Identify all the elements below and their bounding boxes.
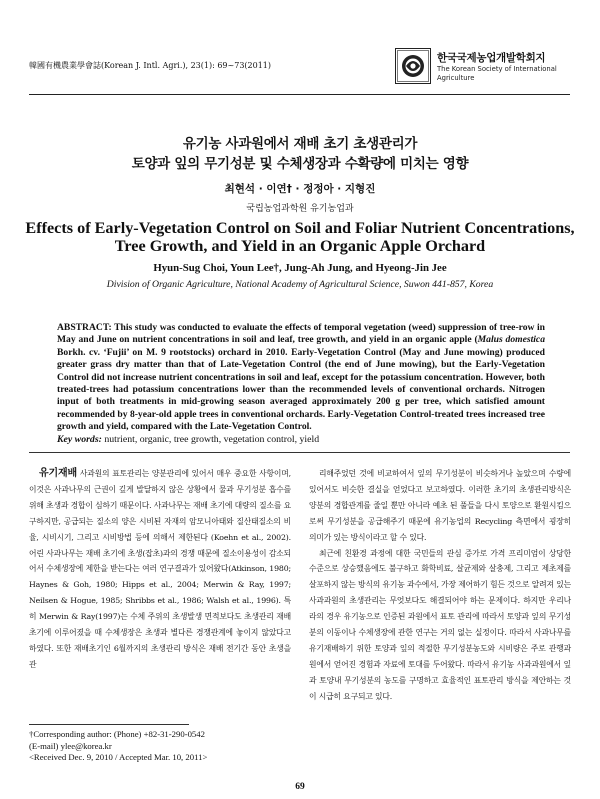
korean-title-line-2: 토양과 잎의 무기성분 및 수체생장과 수확량에 미치는 영향	[131, 156, 469, 172]
english-affiliation: Division of Organic Agriculture, National Academy of Agricultural Science, Suwon 441-857, Korea	[106, 279, 494, 290]
received-accepted-dates: <Received Dec. 9, 2010 / Accepted Mar. 10, 2011>	[29, 752, 208, 763]
abstract-label: ABSTRACT:	[57, 322, 112, 333]
page-number: 69	[295, 782, 305, 792]
body-column-left: 유기재배 사과원의 표토관리는 양분관리에 있어서 매우 중요한 사항이며, 이것은 사과나무의 근권이 깊게 발달하지 않은 상황에서 물과 무기성분 흡수를 위해 초생과 경합이 심하기 때문이다. 사과나무는 재배 초기에 대량의 질소를 요구하지만, 공급되는 질소의 양은 시비된 자재의 암모니아태와 질산태질소의 비율, 시비시기, 그리고 시비방법 등에 의해서 제한된다 (Koehn et al., 2002). 어린 사과나무는 재배 초기에 초생(잡초)과의 경쟁 때문에 질소이용성이 감소되어서 수체생장에 제한을 받는다는 여러 연구결과가 있어왔다(Atkinson, 1980; Haynes & Goh, 1980; Hipps et al., 2004; Merwin & Ray, 1997; Neilsen & Hogue, 1985; Shribbs et al., 1986; Walsh et al., 1996). 특히 Merwin & Ray(1997)는 수체 주위의 초생발생 면적보다도 초생관리 재배초기에 이루어졌을 때 수체생장은 초생과 별다른 경쟁관계에 놓이지 않았다고 하였다. 또한 재배초기인 6월까지의 초생관리 방식은 재배 전기간 동안 초생을 관	[29, 468, 291, 669]
body-paragraph: 리해주었던 것에 비교하여서 잎의 무기성분이 비슷하거나 높았으며 수량에 있어서도 비슷한 결실을 얻었다고 보고하였다. 이러한 초기의 초생관리방식은 양분의 경합관계를 줄일 뿐만 아니라 예초 된 풀들을 다시 토양으로 환원시킴으로써 무기성분을 공급해주기 때문에 유기농업의 Recycling 측면에서 굉장히 의미가 있는 방식이라고 할 수 있다.	[309, 469, 571, 542]
header-rule	[29, 94, 570, 95]
corresponding-author: †Corresponding author: (Phone) +82-31-290-0542	[29, 729, 205, 739]
keywords-label: Key words:	[57, 434, 102, 445]
korean-title-line-1: 유기농 사과원에서 재배 초기 초생관리가	[182, 136, 418, 152]
society-name-korean: 한국국제농업개발학회지	[437, 52, 546, 64]
footnote	[29, 729, 291, 764]
body-column-right	[309, 466, 571, 705]
society-name-english: The Korean Society of International Agriculture	[437, 65, 557, 82]
section-lead: 유기재배	[39, 468, 78, 479]
society-logo-icon	[395, 48, 431, 84]
english-title-line-2: Tree Growth, and Yield in an Organic Apple Orchard	[114, 237, 486, 255]
korean-authors: 최현석 · 이연† · 정정아 · 지형진	[224, 183, 376, 195]
section-rule	[29, 452, 570, 453]
english-authors: Hyun-Sug Choi, Youn Lee†, Jung-Ah Jung, and Hyeong-Jin Jee	[153, 262, 447, 274]
author-email: (E-mail) ylee@korea.kr	[29, 740, 112, 751]
abstract: ABSTRACT: This study was conducted to evaluate the effects of temporal vegetation (weed) suppression of tree-row in May and June on nutrient concentrations in soil and leaf, tree growth, and yield in an organic apple (Malus domestica Borkh. cv. ‘Fujii’ on M. 9 rootstocks) orchard in 2010. Early-Vegetation Control (May and June mowing) produced greater grass dry matter than that of Late-Vegetation Control (the end of June mowing), but the Early-Vegetation Control did not increase nutrient concentrations in soil and leaf, except for the potassium concentration. However, both treated-trees had potassium concentrations lower than the recommended levels of conventional orchards. Nitrogen input of both treatments in mid-growing season averaged approximately 200 g per tree, which satisfied amount recommended by 8-year-old apple trees in conventional orchards. Early-Vegetation Control-treated trees increased tree growth and yield, compared with the Late-Vegetation Control.	[57, 322, 545, 433]
species-name: Malus domestica	[477, 334, 545, 346]
body-paragraph: 최근에 친환경 과정에 대한 국민들의 관심 증가로 가격 프리미엄이 상당한 수준으로 상승했음에도 불구하고 화학비료, 살균제와 살충제, 그리고 제초제를 살포하지 않는 방식의 유기농 과수에서, 가장 제어하기 힘든 것으로 알려져 있는 사과과원의 초생관리는 무엇보다도 해결되어야 하는 문제이다. 하지만 우리나라의 경우 유기농으로 인증된 과원에서 표토 관리에 따라서 토양과 잎의 무기성분의 이동이나 수체생장에 관한 연구는 거의 없는 실정이다. 따라서 사과나무를 유기재배하기 위한 토양과 잎의 적절한 무기성분농도와 시비량은 주로 관행과원에서 얻어진 경험과 자료에 토대를 두어왔다. 따라서 유기농 사과과원에서 잎과 토양내 무기성분의 농도를 구명하고 효율적인 표토관리 방식을 제안하는 것이 시급히 요구되고 있다.	[309, 548, 571, 701]
footnote-rule	[29, 724, 189, 725]
society-block	[395, 48, 570, 92]
journal-citation: 韓國有機農業學會誌(Korean J. Intl. Agri.), 23(1): 69~73(2011)	[29, 61, 272, 70]
korean-affiliation: 국립농업과학원 유기농업과	[246, 204, 354, 214]
keywords: Key words: nutrient, organic, tree growth, vegetation control, yield	[57, 434, 320, 445]
english-title-line-1: Effects of Early-Vegetation Control on Soil and Foliar Nutrient Concentrations,	[25, 219, 575, 237]
